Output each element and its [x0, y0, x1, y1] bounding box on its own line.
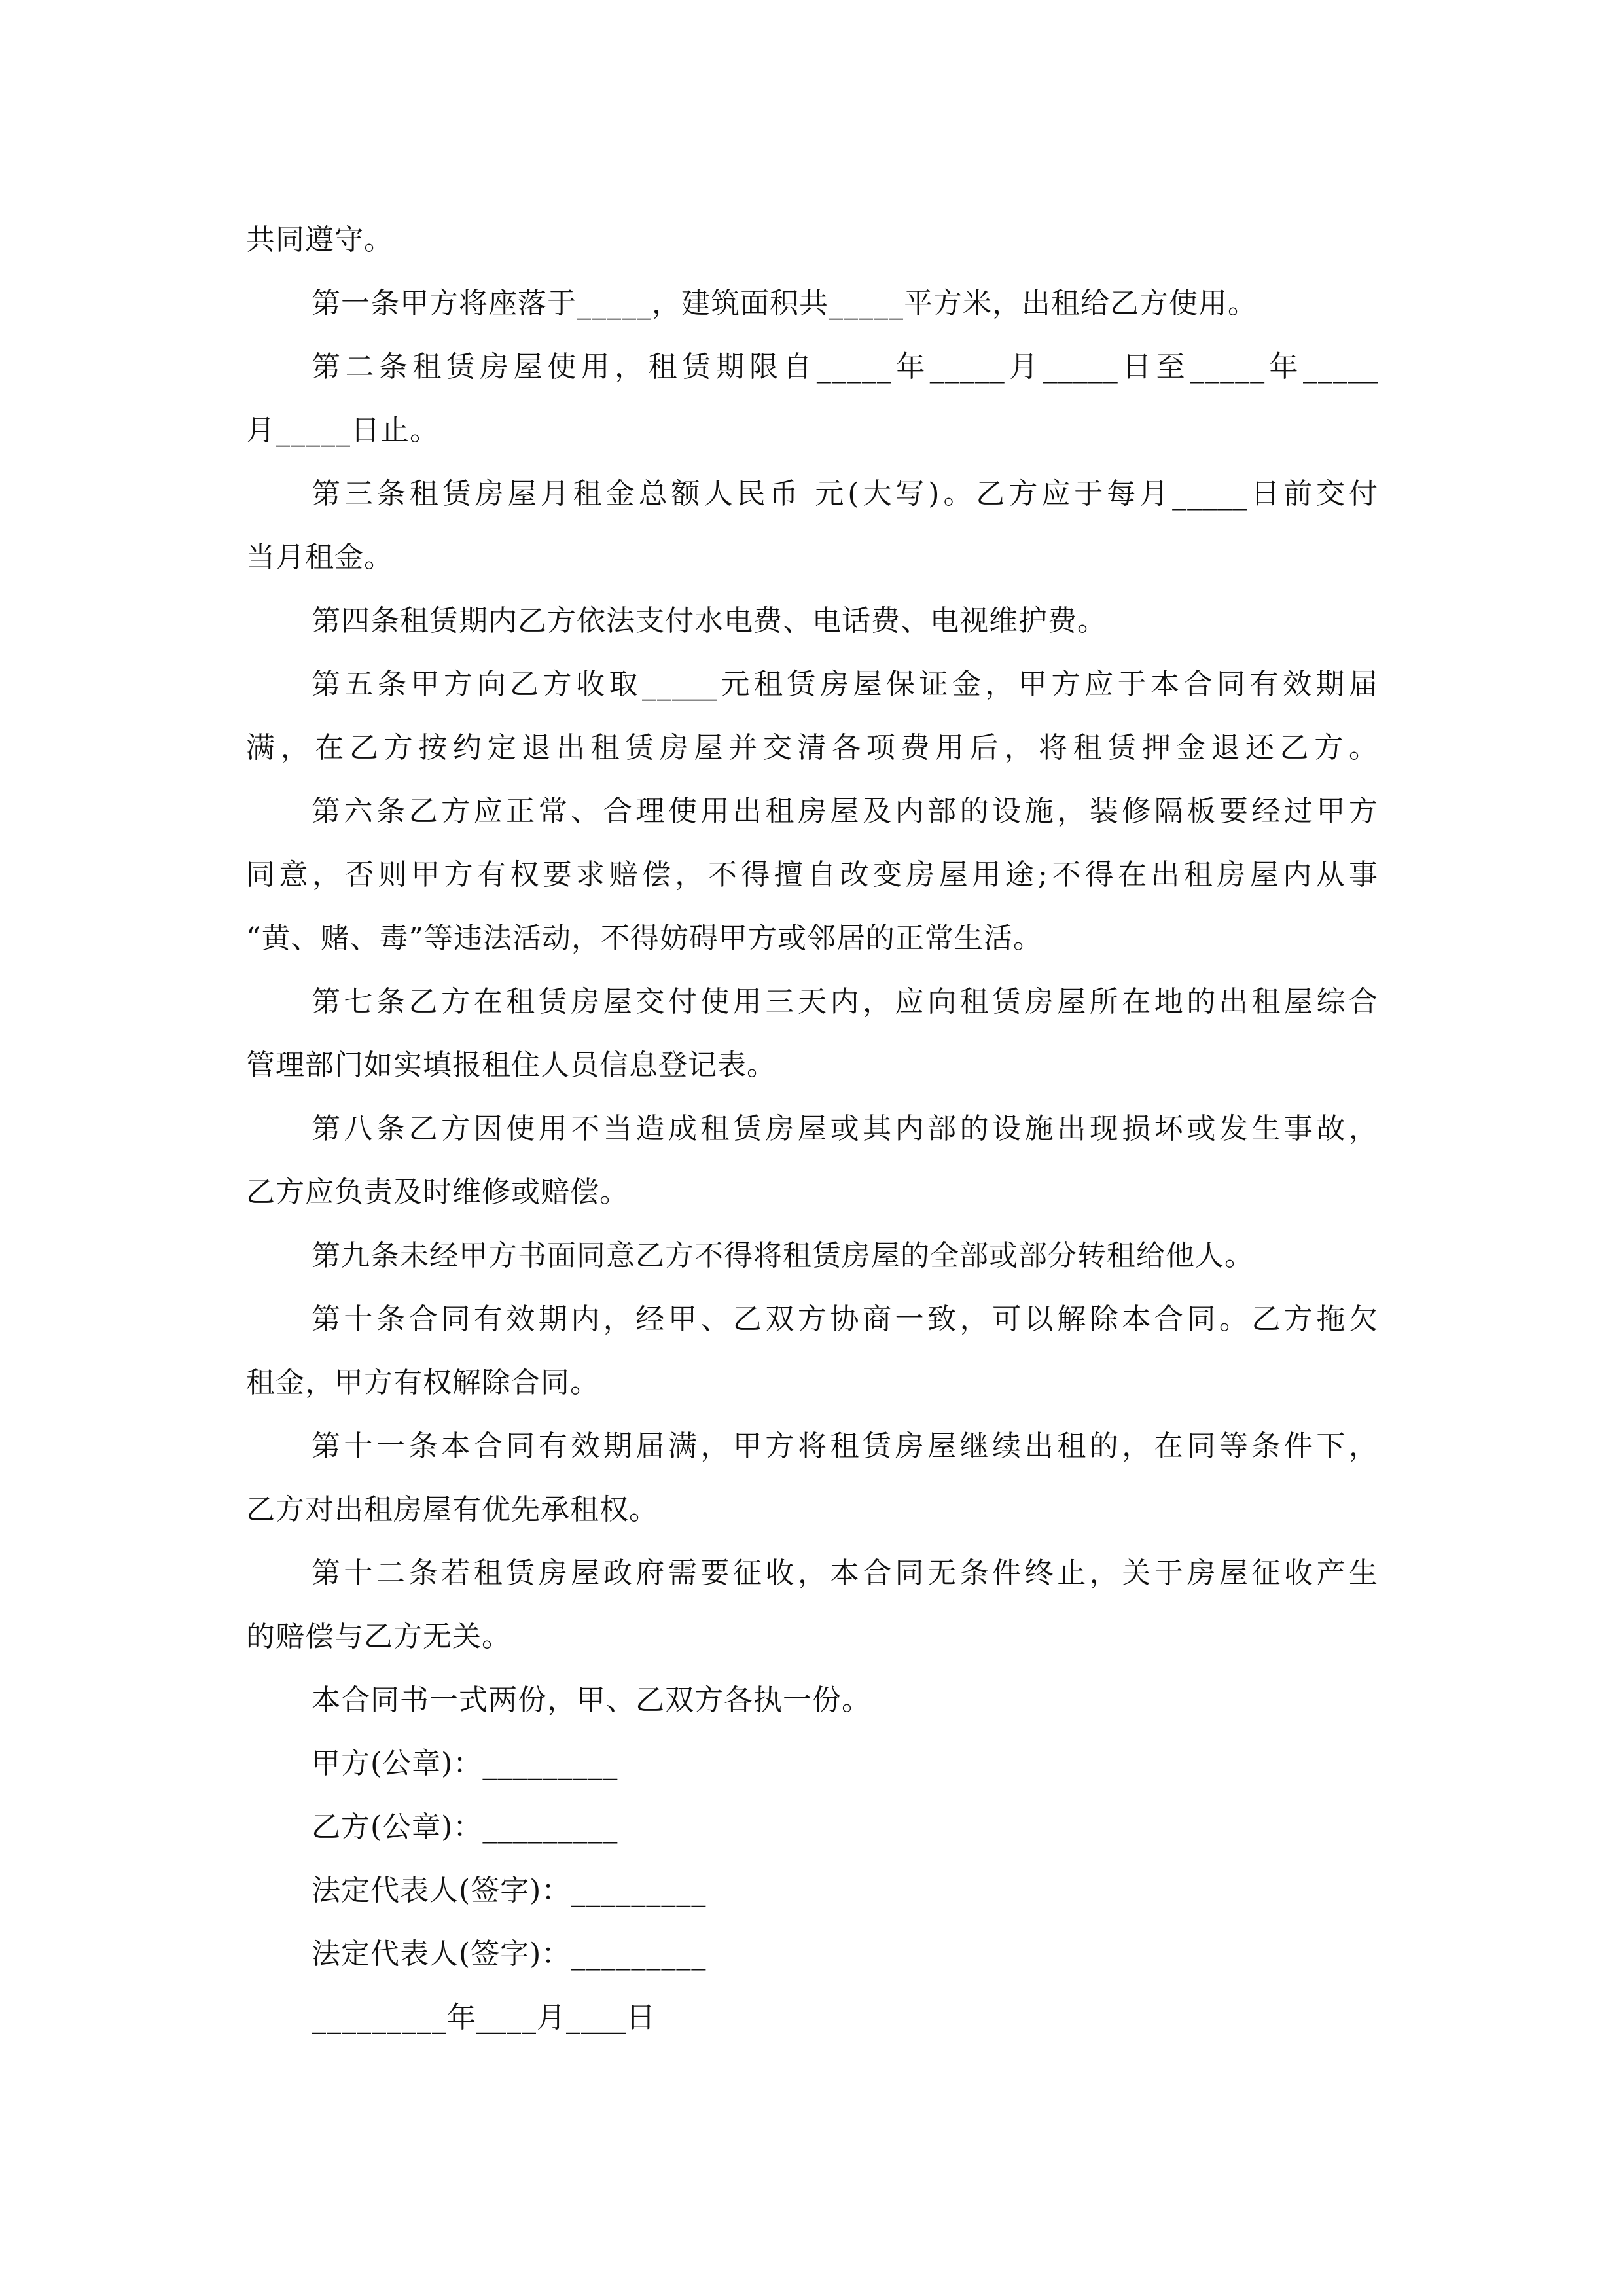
document-line: 第九条未经甲方书面同意乙方不得将租赁房屋的全部或部分转租给他人。 [312, 1239, 1254, 1272]
document-line: 第十一条本合同有效期届满，甲方将租赁房屋继续出租的，在同等条件下， [312, 1429, 1378, 1463]
document-line: 共同遵守。 [246, 223, 393, 257]
document-line: _________年____月____日 [312, 2001, 656, 2034]
document-line: 租金，甲方有权解除合同。 [246, 1366, 599, 1399]
document-line: 乙方(公章)：_________ [312, 1810, 618, 1844]
document-line: 乙方对出租房屋有优先承租权。 [246, 1493, 658, 1526]
document-line: 月_____日止。 [246, 414, 439, 447]
document-line: 第二条租赁房屋使用，租赁期限自_____年_____月_____日至_____年_____ [312, 350, 1378, 384]
document-line: 法定代表人(签字)：_________ [312, 1874, 707, 1907]
document-line: 第十条合同有效期内，经甲、乙双方协商一致，可以解除本合同。乙方拖欠 [312, 1302, 1378, 1336]
document-line: 甲方(公章)：_________ [312, 1747, 618, 1780]
document-line: 乙方应负责及时维修或赔偿。 [246, 1175, 629, 1209]
document-line: 第五条甲方向乙方收取_____元租赁房屋保证金，甲方应于本合同有效期届 [312, 668, 1378, 701]
document-line: 第四条租赁期内乙方依法支付水电费、电话费、电视维护费。 [312, 604, 1107, 637]
document-line: 的赔偿与乙方无关。 [246, 1620, 511, 1653]
document-line: 本合同书一式两份，甲、乙双方各执一份。 [312, 1683, 871, 1717]
document-line: 第三条租赁房屋月租金总额人民币 元(大写)。乙方应于每月_____日前交付 [312, 477, 1378, 511]
document-line: 第七条乙方在租赁房屋交付使用三天内，应向租赁房屋所在地的出租屋综合 [312, 985, 1378, 1018]
document-line: “黄、赌、毒”等违法活动，不得妨碍甲方或邻居的正常生活。 [246, 922, 1043, 955]
document-line: 同意，否则甲方有权要求赔偿，不得擅自改变房屋用途;不得在出租房屋内从事 [246, 858, 1378, 891]
document-line: 第六条乙方应正常、合理使用出租房屋及内部的设施，装修隔板要经过甲方 [312, 795, 1378, 828]
document-line: 法定代表人(签字)：_________ [312, 1937, 707, 1971]
document-line: 管理部门如实填报租住人员信息登记表。 [246, 1049, 776, 1082]
document-line: 当月租金。 [246, 541, 393, 574]
document-line: 第八条乙方因使用不当造成租赁房屋或其内部的设施出现损坏或发生事故， [312, 1112, 1378, 1145]
document-line: 满，在乙方按约定退出租赁房屋并交清各项费用后，将租赁押金退还乙方。 [246, 731, 1378, 764]
document-body [246, 208, 1378, 2049]
document-line: 第一条甲方将座落于_____，建筑面积共_____平方米，出租给乙方使用。 [312, 287, 1257, 320]
document-line: 第十二条若租赁房屋政府需要征收，本合同无条件终止，关于房屋征收产生 [312, 1556, 1378, 1590]
